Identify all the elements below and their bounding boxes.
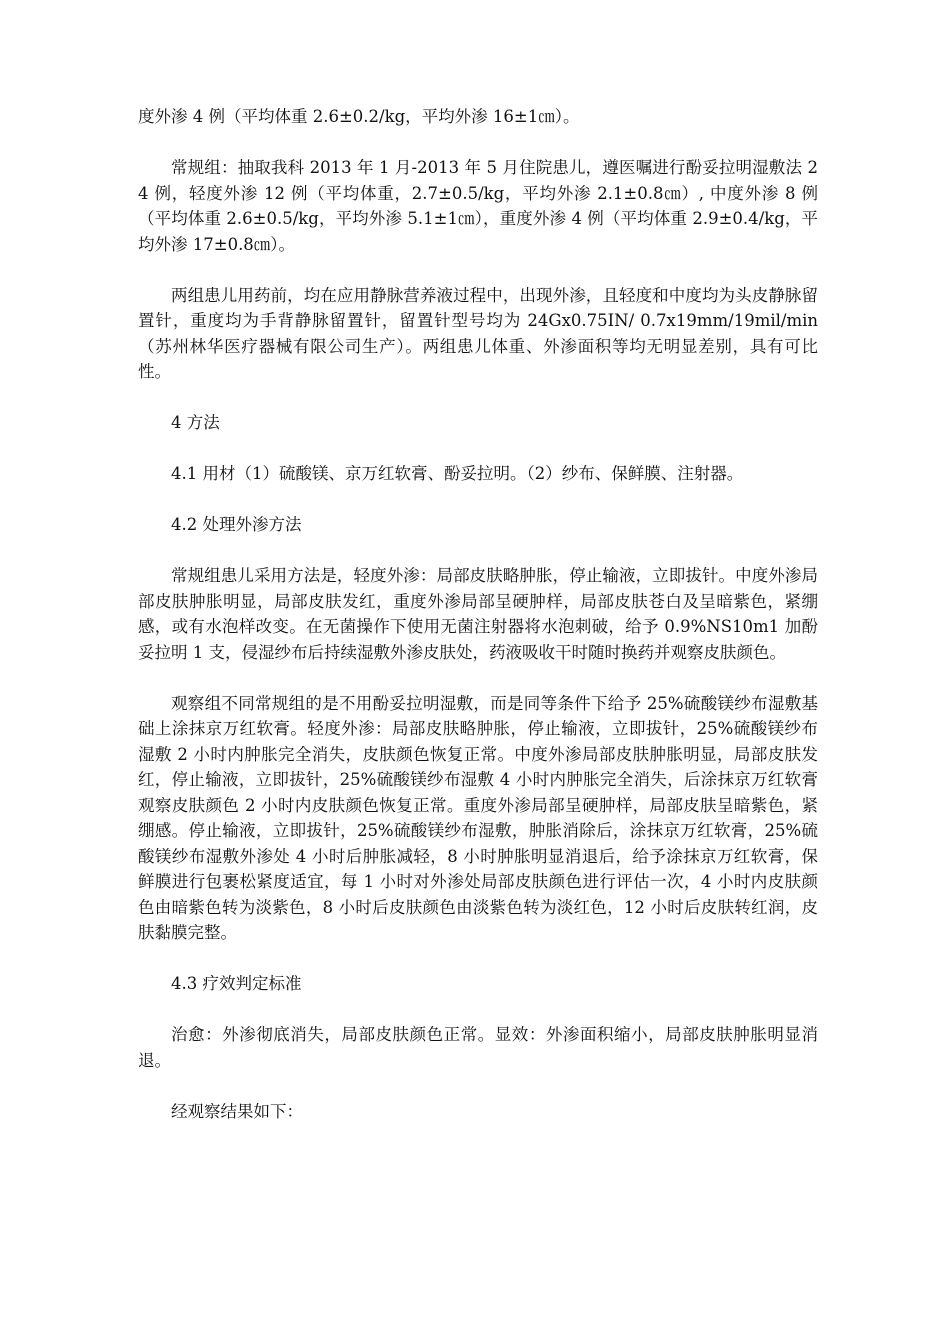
document-page (138, 104, 818, 1150)
paragraph-materials: 4.1 用材（1）硫酸镁、京万红软膏、酚妥拉明。（2）纱布、保鲜膜、注射器。 (171, 464, 744, 483)
section-heading-methods: 4 方法 (171, 413, 220, 432)
paragraph-efficacy-criteria: 治愈：外渗彻底消失，局部皮肤颜色正常。显效：外渗面积缩小，局部皮肤肿胀明显消退。 (138, 1025, 818, 1070)
paragraph-control-group-method: 常规组患儿采用方法是，轻度外渗：局部皮肤略肿胀，停止输液，立即拔针。中度外渗局部皮肤肿胀明显，局部皮肤发红，重度外渗局部呈硬肿样，局部皮肤苍白及呈暗紫色，紧绷感，或有水泡样改变。在无菌操作下使用无菌注射器将水泡刺破，给予 0.9%NS10m1 加酚妥拉明 1 支，侵湿纱布后持续湿敷外渗皮肤处，药液吸收干时随时换药并观察皮肤颜色。 (138, 566, 818, 662)
paragraph-control-group: 常规组：抽取我科 2013 年 1 月-2013 年 5 月住院患儿，遵医嘱进行酚妥拉明湿敷法 24 例，轻度外渗 12 例（平均体重，2.7±0.5/kg，平均外渗 2.1±0.8㎝）, 中度外渗 8 例（平均体重 2.6±0.5/kg，平均外渗 5.1±1㎝），重度外渗 4 例（平均体重 2.9±0.4/kg，平均外渗 17±0.8㎝）。 (138, 158, 818, 254)
section-heading-treatment-method: 4.2 处理外渗方法 (171, 515, 302, 534)
paragraph-results-intro: 经观察结果如下： (171, 1101, 303, 1121)
section-heading-efficacy-criteria: 4.3 疗效判定标准 (171, 974, 302, 993)
paragraph-group-comparability: 两组患儿用药前，均在应用静脉营养液过程中，出现外渗，且轻度和中度均为头皮静脉留置针，重度均为手背静脉留置针，留置针型号均为 24Gx0.75IN/ 0.7x19mm/19mil/min（苏州林华医疗器械有限公司生产）。两组患儿体重、外渗面积等均无明显差别，具有可比性。 (138, 285, 818, 381)
paragraph-severe-extravasation-continuation: 度外渗 4 例（平均体重 2.6±0.2/kg，平均外渗 16±1㎝）。 (138, 107, 580, 126)
paragraph-observation-group-method: 观察组不同常规组的是不用酚妥拉明湿敷，而是同等条件下给予 25%硫酸镁纱布湿敷基础上涂抹京万红软膏。轻度外渗：局部皮肤略肿胀，停止输液，立即拔针，25%硫酸镁纱布湿敷 2 小时内肿胀完全消失，皮肤颜色恢复正常。中度外渗局部皮肤肿胀明显，局部皮肤发红，停止输液，立即拔针，25%硫酸镁纱布湿敷 4 小时内肿胀完全消失，后涂抹京万红软膏观察皮肤颜色 2 小时内皮肤颜色恢复正常。重度外渗局部呈硬肿样，局部皮肤呈暗紫色，紧绷感。停止输液，立即拔针，25%硫酸镁纱布湿敷，肿胀消除后，涂抹京万红软膏，25%硫酸镁纱布湿敷外渗处 4 小时后肿胀减轻，8 小时肿胀明显消退后，给予涂抹京万红软膏，保鲜膜进行包裹松紧度适宜，每 1 小时对外渗处局部皮肤颜色进行评估一次，4 小时内皮肤颜色由暗紫色转为淡紫色，8 小时后皮肤颜色由淡紫色转为淡红色，12 小时后皮肤转红润，皮肤黏膜完整。 (138, 693, 818, 942)
